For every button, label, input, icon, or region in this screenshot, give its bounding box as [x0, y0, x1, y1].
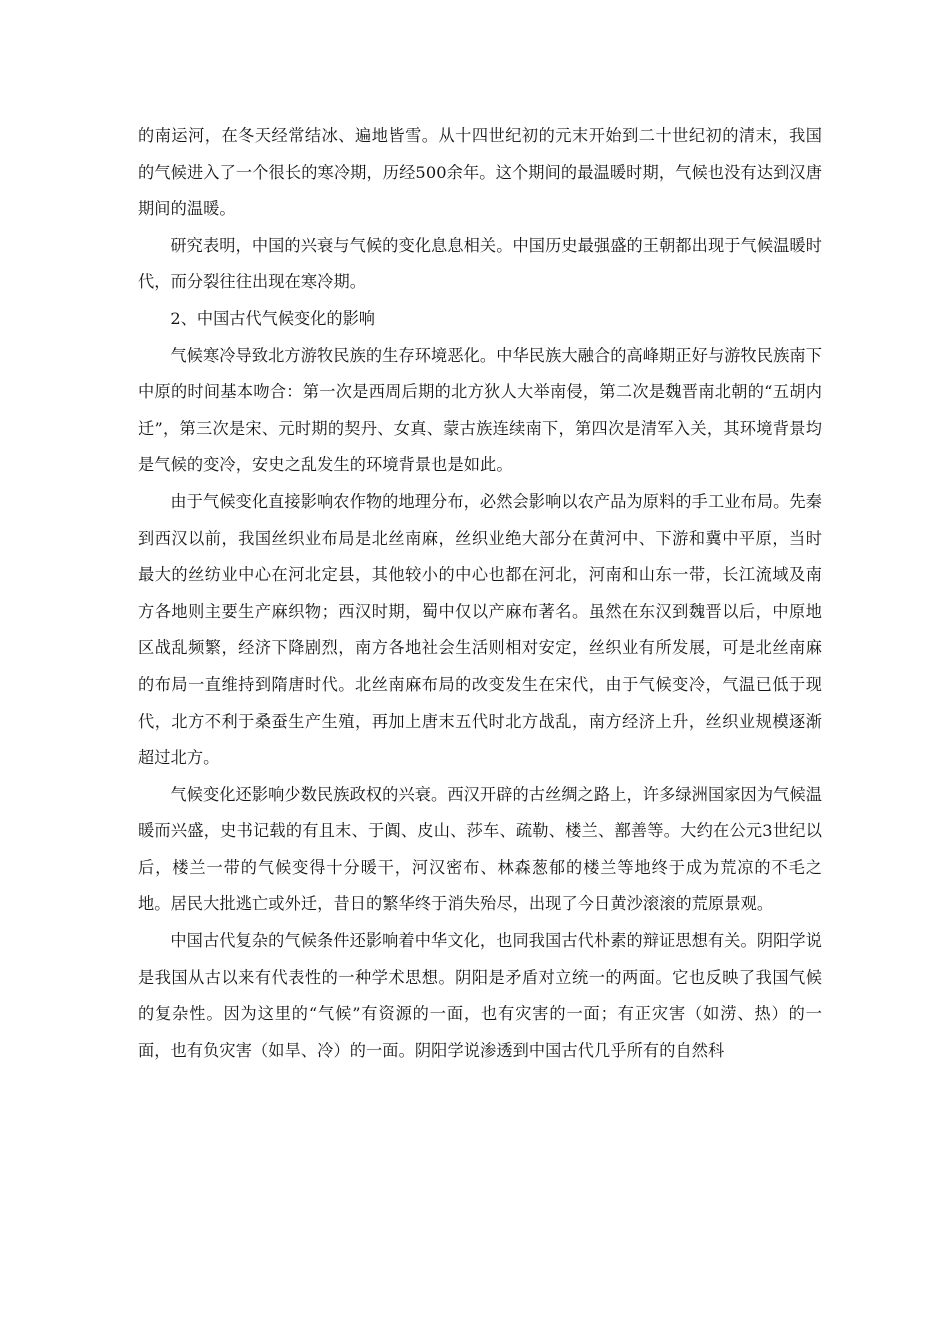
paragraph-minority-regimes: 气候变化还影响少数民族政权的兴衰。西汉开辟的古丝绸之路上，许多绿洲国家因为气候温暖而兴盛，史书记载的有且末、于阗、皮山、莎车、疏勒、楼兰、鄯善等。大约在公元3世纪以后，楼兰一带的气候变得十分暖干，河汉密布、林森葱郁的楼兰等地终于成为荒凉的不毛之地。居民大批逃亡或外迁，昔日的繁华终于消失殆尽，出现了今日黄沙滚滚的荒原景观。	[138, 784, 822, 914]
paragraph-nomadic-peoples: 气候寒冷导致北方游牧民族的生存环境恶化。中华民族大融合的高峰期正好与游牧民族南下中原的时间基本吻合：第一次是西周后期的北方狄人大举南侵，第二次是魏晋南北朝的“五胡内迁”，第三次是宋、元时期的契丹、女真、蒙古族连续南下，第四次是清军入关，其环境背景均是气候的变冷，安史之乱发生的环境背景也是如此。	[138, 345, 822, 475]
section-heading-impact: 2、中国古代气候变化的影响	[170, 308, 375, 328]
paragraph-rise-and-fall: 研究表明，中国的兴衰与气候的变化息息相关。中国历史最强盛的王朝都出现于气候温暖时代，而分裂往往出现在寒冷期。	[138, 235, 822, 292]
paragraph-yin-yang-culture: 中国古代复杂的气候条件还影响着中华文化，也同我国古代朴素的辩证思想有关。阴阳学说是我国从古以来有代表性的一种学术思想。阴阳是矛盾对立统一的两面。它也反映了我国气候的复杂性。因为这里的“气候”有资源的一面，也有灾害的一面；有正灾害（如涝、热）的一面，也有负灾害（如旱、冷）的一面。阴阳学说渗透到中国古代几乎所有的自然科	[138, 931, 822, 1060]
paragraph-southern-canal: 的南运河，在冬天经常结冰、遍地皆雪。从十四世纪初的元末开始到二十世纪初的清末，我国的气候进入了一个很长的寒冷期，历经500余年。这个期间的最温暖时期，气候也没有达到汉唐期间的温暖。	[138, 126, 822, 219]
paragraph-textile-layout: 由于气候变化直接影响农作物的地理分布，必然会影响以农产品为原料的手工业布局。先秦到西汉以前，我国丝织业布局是北丝南麻，丝织业绝大部分在黄河中、下游和冀中平原，当时最大的丝纺业中心在河北定县，其他较小的中心也都在河北，河南和山东一带，长江流域及南方各地则主要生产麻织物；西汉时期，蜀中仅以产麻布著名。虽然在东汉到魏晋以后，中原地区战乱频繁，经济下降剧烈，南方各地社会生活则相对安定，丝织业有所发展，可是北丝南麻的布局一直维持到隋唐时代。北丝南麻布局的改变发生在宋代，由于气候变冷，气温已低于现代，北方不利于桑蚕生产生殖，再加上唐末五代时北方战乱，南方经济上升，丝织业规模逐渐超过北方。	[138, 491, 822, 768]
